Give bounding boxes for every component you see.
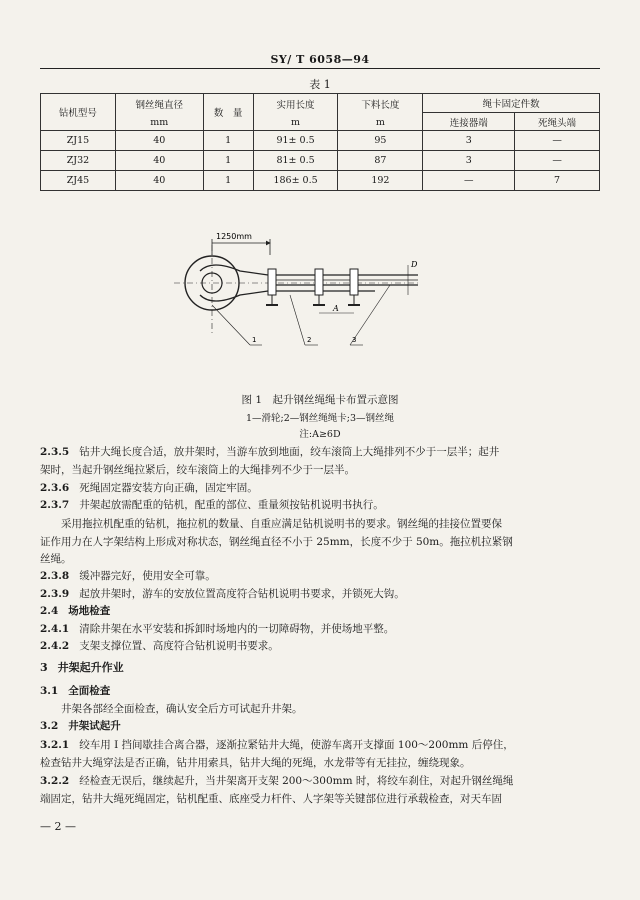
table-title: 表 1 bbox=[309, 78, 331, 91]
section-title: 全面检查 bbox=[68, 685, 111, 697]
section-3-2-heading bbox=[40, 718, 600, 733]
section-3-1-heading bbox=[40, 683, 600, 698]
clause-2-3-7-tractor-line3: 丝绳。 bbox=[40, 553, 72, 565]
clause-2-3-9 bbox=[40, 586, 600, 601]
cell-quantity: 1 bbox=[203, 171, 253, 191]
col-header-rope-diameter-unit: mm bbox=[150, 116, 169, 128]
clause-3-2-2 bbox=[40, 773, 600, 788]
cell-quantity: 1 bbox=[203, 131, 253, 151]
col-header-length-unit: m bbox=[291, 116, 301, 128]
page-number: — 2 — bbox=[40, 820, 76, 833]
section-2-4-heading bbox=[40, 603, 600, 618]
col-header-cut-length-unit: m bbox=[375, 116, 385, 128]
cell-connector-end: 3 bbox=[423, 131, 515, 151]
section-number: 3.2 bbox=[40, 720, 59, 732]
spacing-label-a: A bbox=[333, 304, 339, 313]
rope-clamp-diagram bbox=[170, 225, 470, 375]
cell-connector-end: — bbox=[423, 171, 515, 191]
figure-caption: 图 1 起升钢丝绳绳卡布置示意图 bbox=[241, 394, 399, 406]
figure-note: 注:A≥6D bbox=[299, 429, 341, 440]
clause-3-2-2-continued: 端固定，钻井大绳死绳固定，钻机配重、底座受力杆件、人字架等关键部位进行承载检查，对天车固 bbox=[40, 793, 502, 805]
cell-dead-end: — bbox=[515, 151, 600, 171]
cell-length: 81± 0.5 bbox=[253, 151, 338, 171]
clause-text: 起放井架时，游车的安放位置高度符合钻机说明书要求，并锁死大钩。 bbox=[79, 588, 405, 600]
clause-2-3-5 bbox=[40, 444, 600, 459]
clause-2-4-1 bbox=[40, 621, 600, 636]
section-3-heading bbox=[40, 659, 600, 675]
cell-diameter: 40 bbox=[115, 151, 203, 171]
table-row bbox=[41, 151, 600, 171]
col-header-cut-length-label: 下料长度 bbox=[361, 99, 400, 111]
figure-legend: 1—滑轮;2—钢丝绳绳卡;3—钢丝绳 bbox=[245, 413, 395, 424]
clause-number: 2.4.2 bbox=[40, 640, 70, 652]
callout-label-3: 3 bbox=[352, 336, 357, 344]
table-row bbox=[41, 131, 600, 151]
cell-dead-end: 7 bbox=[515, 171, 600, 191]
section-title: 井架试起升 bbox=[68, 720, 121, 732]
cell-dead-end: — bbox=[515, 131, 600, 151]
diameter-label-d: D bbox=[411, 260, 418, 269]
clause-text: 井架起放需配重的钻机，配重的部位、重量须按钻机说明书执行。 bbox=[79, 499, 384, 511]
table-row bbox=[41, 171, 600, 191]
document-code-header: SY/ T 6058—94 bbox=[270, 53, 370, 66]
clause-2-3-8 bbox=[40, 568, 600, 583]
rope-spec-table bbox=[40, 93, 600, 191]
cell-length: 186± 0.5 bbox=[253, 171, 338, 191]
cell-model: ZJ32 bbox=[41, 151, 116, 171]
cell-cut-length: 95 bbox=[338, 131, 423, 151]
clause-number: 2.3.5 bbox=[40, 446, 70, 458]
clause-number: 3.2.1 bbox=[40, 739, 70, 751]
section-number: 3.1 bbox=[40, 685, 59, 697]
clause-text: 钻井大绳长度合适，放井架时，当游车放到地面，绞车滚筒上大绳排列不少于一层半；起井 bbox=[79, 446, 500, 458]
clause-2-3-7-tractor-line1: 采用拖拉机配重的钻机，拖拉机的数量、自重应满足钻机说明书的要求。钢丝绳的挂接位置要保 bbox=[61, 518, 502, 530]
clause-3-1-text: 井架各部经全面检查，确认安全后方可试起升井架。 bbox=[61, 703, 303, 715]
cell-connector-end: 3 bbox=[423, 151, 515, 171]
col-header-length bbox=[253, 94, 338, 131]
col-header-quantity: 数 量 bbox=[203, 94, 253, 131]
cell-cut-length: 87 bbox=[338, 151, 423, 171]
callout-leader-2 bbox=[290, 295, 305, 345]
section-title: 井架起升作业 bbox=[57, 661, 124, 674]
clause-number: 2.3.8 bbox=[40, 570, 70, 582]
callout-leader-1 bbox=[212, 305, 250, 345]
callout-label-2: 2 bbox=[307, 336, 312, 344]
col-header-connector-end: 连接器端 bbox=[423, 113, 515, 131]
section-title: 场地检查 bbox=[68, 605, 111, 617]
cell-model: ZJ45 bbox=[41, 171, 116, 191]
section-number: 3 bbox=[40, 661, 48, 674]
col-header-model: 钻机型号 bbox=[41, 94, 116, 131]
clause-text: 缓冲器完好，使用安全可靠。 bbox=[79, 570, 216, 582]
clause-text: 死绳固定器安装方向正确，固定牢固。 bbox=[79, 482, 258, 494]
rope-clamp bbox=[348, 269, 360, 305]
dimension-label: 1250mm bbox=[216, 232, 252, 241]
cell-length: 91± 0.5 bbox=[253, 131, 338, 151]
clause-number: 2.3.7 bbox=[40, 499, 70, 511]
clause-2-3-7 bbox=[40, 497, 600, 512]
col-header-rope-diameter bbox=[115, 94, 203, 131]
cell-diameter: 40 bbox=[115, 131, 203, 151]
clause-number: 2.4.1 bbox=[40, 623, 70, 635]
rope-clamp bbox=[313, 269, 325, 305]
clause-2-4-2 bbox=[40, 638, 600, 653]
clause-2-3-5-continued: 架时，当起升钢丝绳拉紧后，绞车滚筒上的大绳排列不少于一层半。 bbox=[40, 464, 355, 476]
col-header-clamp-count: 绳卡固定件数 bbox=[423, 94, 600, 113]
section-number: 2.4 bbox=[40, 605, 59, 617]
col-header-cut-length bbox=[338, 94, 423, 131]
col-header-rope-diameter-label: 钢丝绳直径 bbox=[135, 99, 184, 111]
cell-model: ZJ15 bbox=[41, 131, 116, 151]
callout-label-1: 1 bbox=[252, 336, 257, 344]
clause-3-2-1 bbox=[40, 737, 600, 752]
clause-text: 经检查无误后，继续起升，当井架离开支架 200～300mm 时，将绞车刹住，对起升钢丝绳绳 bbox=[79, 775, 514, 787]
header-rule bbox=[40, 68, 600, 69]
clause-text: 支架支撑位置、高度符合钻机说明书要求。 bbox=[79, 640, 279, 652]
clause-text: 绞车用 I 挡间歇挂合离合器，逐渐拉紧钻井大绳，使游车离开支撑面 100～200mm 后停住， bbox=[79, 739, 514, 751]
clause-2-3-7-tractor-line2: 证作用力在人字架结构上形成对称状态，钢丝绳直径不小于 25mm，长度不少于 50m。拖拉机拉紧钢 bbox=[40, 536, 513, 548]
clause-3-2-1-continued: 检查钻井大绳穿法是否正确，钻井用索具，钻井大绳的死绳，水龙带等有无挂拉，缠绕现象。 bbox=[40, 757, 471, 769]
col-header-length-label: 实用长度 bbox=[276, 99, 315, 111]
clause-number: 2.3.6 bbox=[40, 482, 70, 494]
clause-number: 2.3.9 bbox=[40, 588, 70, 600]
clause-text: 清除井架在水平安装和拆卸时场地内的一切障碍物，并使场地平整。 bbox=[79, 623, 395, 635]
clause-2-3-6 bbox=[40, 480, 600, 495]
rope-clamp bbox=[266, 269, 278, 305]
cell-quantity: 1 bbox=[203, 151, 253, 171]
clause-number: 3.2.2 bbox=[40, 775, 70, 787]
cell-diameter: 40 bbox=[115, 171, 203, 191]
col-header-dead-end: 死绳头端 bbox=[515, 113, 600, 131]
cell-cut-length: 192 bbox=[338, 171, 423, 191]
